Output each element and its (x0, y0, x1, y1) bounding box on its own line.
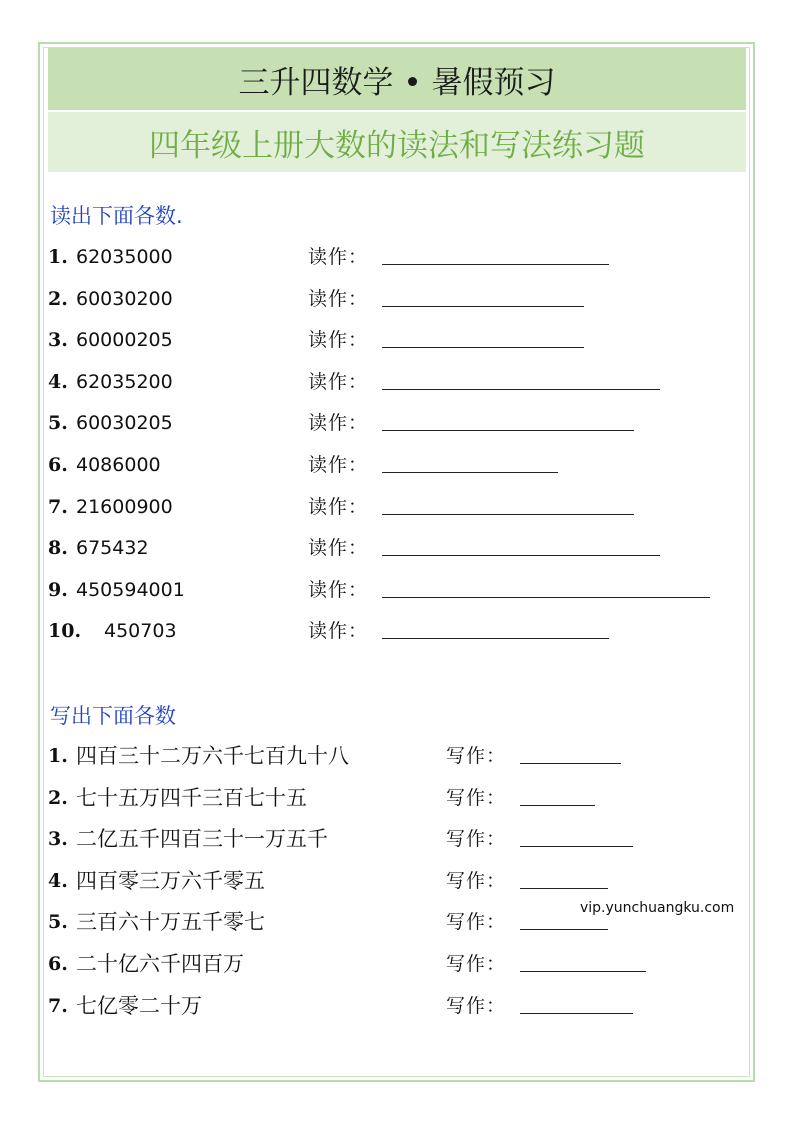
number-value: 62035200 (76, 371, 173, 393)
number-value: 4086000 (76, 454, 161, 476)
answer-blank[interactable] (382, 638, 609, 639)
item-number: 7. (48, 995, 68, 1017)
number-value: 675432 (76, 537, 149, 559)
write-label: 写作： (446, 995, 507, 1017)
write-label: 写作： (446, 953, 507, 975)
write-item-6 (48, 949, 748, 979)
answer-blank[interactable] (520, 888, 608, 889)
read-label: 读作： (308, 496, 369, 518)
read-label: 读作： (308, 537, 369, 559)
number-value: 60030205 (76, 412, 173, 434)
answer-blank[interactable] (520, 1013, 633, 1014)
write-item-1 (48, 741, 748, 771)
item-number: 5. (48, 911, 68, 933)
read-label: 读作： (308, 579, 369, 601)
chinese-number: 二十亿六千四百万 (76, 952, 244, 976)
number-value: 21600900 (76, 496, 173, 518)
answer-blank[interactable] (520, 929, 608, 930)
item-number: 4. (48, 870, 68, 892)
answer-blank[interactable] (520, 846, 633, 847)
answer-blank[interactable] (382, 347, 584, 348)
answer-blank[interactable] (382, 514, 634, 515)
item-number: 8. (48, 537, 68, 559)
read-label: 读作： (308, 329, 369, 351)
write-label: 写作： (446, 745, 507, 767)
number-value: 60030200 (76, 288, 173, 310)
read-label: 读作： (308, 620, 369, 642)
write-item-3 (48, 824, 748, 854)
read-item-2 (48, 284, 748, 314)
answer-blank[interactable] (382, 430, 634, 431)
write-label: 写作： (446, 870, 507, 892)
number-value: 60000205 (76, 329, 173, 351)
answer-blank[interactable] (382, 389, 660, 390)
read-label: 读作： (308, 454, 369, 476)
item-number: 6. (48, 454, 68, 476)
write-item-2 (48, 783, 748, 813)
item-number: 3. (48, 329, 68, 351)
read-item-1 (48, 242, 748, 272)
read-item-3 (48, 325, 748, 355)
item-number: 1. (48, 246, 68, 268)
read-item-8 (48, 533, 748, 563)
item-number: 4. (48, 371, 68, 393)
read-label: 读作： (308, 246, 369, 268)
number-value: 450594001 (76, 579, 185, 601)
item-number: 2. (48, 787, 68, 809)
read-label: 读作： (308, 371, 369, 393)
item-number: 1. (48, 745, 68, 767)
write-item-4 (48, 866, 748, 896)
chinese-number: 三百六十万五千零七 (76, 910, 265, 934)
read-label: 读作： (308, 412, 369, 434)
write-item-7 (48, 991, 748, 1021)
read-label: 读作： (308, 288, 369, 310)
chinese-number: 七亿零二十万 (76, 994, 202, 1018)
item-number: 2. (48, 288, 68, 310)
item-number: 9. (48, 579, 68, 601)
number-value: 62035000 (76, 246, 173, 268)
write-label: 写作： (446, 828, 507, 850)
read-item-7 (48, 492, 748, 522)
answer-blank[interactable] (520, 971, 646, 972)
watermark-url: vip.yunchuangku.com (580, 900, 735, 916)
item-number: 7. (48, 496, 68, 518)
number-value: 450703 (104, 620, 177, 642)
chinese-number: 二亿五千四百三十一万五千 (76, 827, 328, 851)
answer-blank[interactable] (382, 472, 558, 473)
answer-blank[interactable] (382, 306, 584, 307)
worksheet-title: 三升四数学 • 暑假预习 (48, 48, 746, 110)
answer-blank[interactable] (520, 805, 595, 806)
read-item-5 (48, 408, 748, 438)
write-label: 写作： (446, 787, 507, 809)
read-item-4 (48, 367, 748, 397)
answer-blank[interactable] (382, 264, 609, 265)
answer-blank[interactable] (382, 597, 710, 598)
item-number: 10. (48, 620, 82, 642)
answer-blank[interactable] (382, 555, 660, 556)
write-label: 写作： (446, 911, 507, 933)
chinese-number: 七十五万四千三百七十五 (76, 786, 307, 810)
answer-blank[interactable] (520, 763, 621, 764)
item-number: 5. (48, 412, 68, 434)
item-number: 3. (48, 828, 68, 850)
read-item-9 (48, 575, 748, 605)
section-write-title: 写出下面各数 (50, 704, 176, 728)
worksheet-subtitle: 四年级上册大数的读法和写法练习题 (48, 112, 746, 172)
read-item-6 (48, 450, 748, 480)
chinese-number: 四百三十二万六千七百九十八 (76, 744, 349, 768)
read-item-10 (48, 616, 748, 646)
item-number: 6. (48, 953, 68, 975)
chinese-number: 四百零三万六千零五 (76, 869, 265, 893)
section-read-title: 读出下面各数. (50, 204, 183, 228)
